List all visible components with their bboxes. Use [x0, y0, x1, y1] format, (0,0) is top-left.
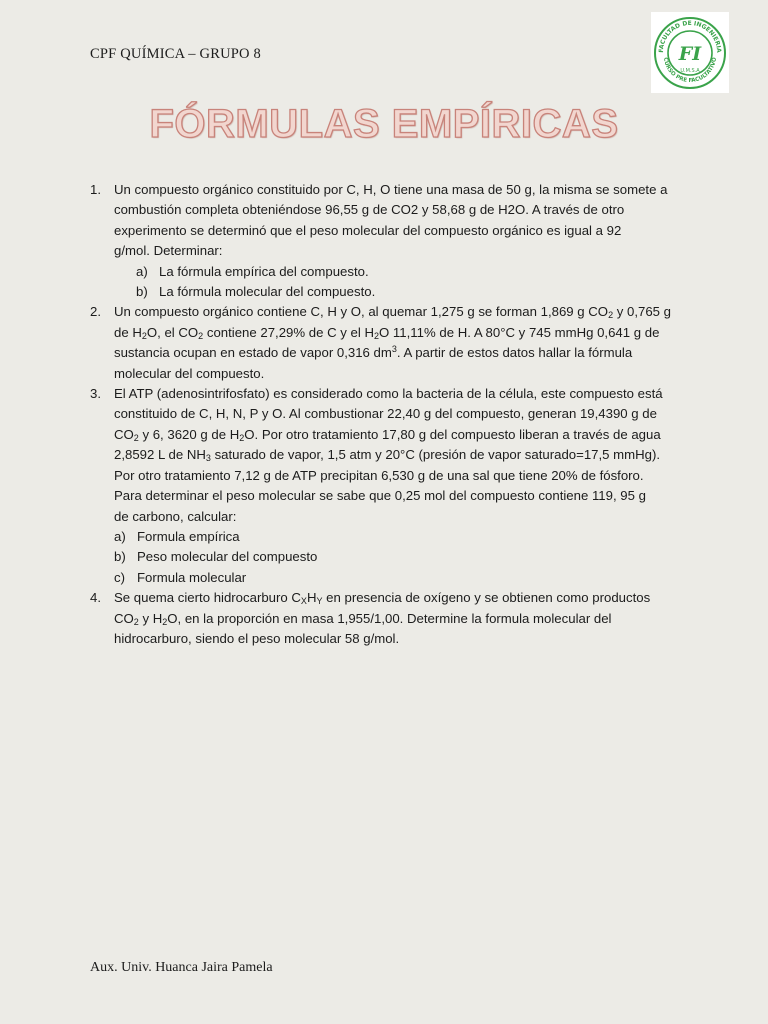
problem-list — [90, 180, 690, 649]
problem-line: Un compuesto orgánico contiene C, H y O, al quemar 1,275 g se forman 1,869 g $CO_2$ y 0,765 g — [114, 304, 671, 321]
sub-question-text: La fórmula molecular del compuesto. — [159, 284, 376, 300]
sub-question-label: c) — [114, 569, 125, 585]
problem-line: constituido de C, H, N, P y O. Al combustionar 22,40 g del compuesto, generan 19,4390 g de — [114, 406, 657, 422]
problem-text — [114, 180, 690, 302]
problem-line: g/mol. Determinar: — [114, 243, 223, 259]
problem-line: 2,8592 L de $NH_3$ saturado de vapor, 1,5 atm y 20°C (presión de vapor saturado=17,5 mmHg). — [114, 447, 661, 464]
logo-bottom-text: CURSO PRE FACULTATIVO — [661, 57, 719, 85]
sub-question-text: Peso molecular del compuesto — [137, 549, 318, 565]
problem-number: 4. — [90, 590, 101, 606]
problem-line: El ATP (adenosintrifosfato) es considerado como la bacteria de la célula, este compuesto está — [114, 386, 663, 402]
problem-item — [90, 588, 690, 649]
problem-line: sustancia ocupan en estado de vapor 0,316 $dm^3$. A partir de estos datos hallar la fórmula — [114, 344, 633, 361]
problem-number: 2. — [90, 304, 101, 320]
problem-text — [114, 384, 690, 588]
problem-line: Un compuesto orgánico constituido por C, H, O tiene una masa de 50 g, la misma se somete a — [114, 182, 668, 197]
sub-question — [114, 547, 690, 567]
sub-question — [114, 568, 690, 588]
problem-item — [90, 384, 690, 588]
sub-question-text: Formula empírica — [137, 528, 240, 544]
sub-question-label: b) — [114, 549, 126, 565]
problem-line: Por otro tratamiento 7,12 g de ATP precipitan 6,530 g de una sal que tiene 20% de fósforo. — [114, 467, 644, 483]
logo-center-text: FI — [678, 43, 702, 65]
problem-line: de carbono, calcular: — [114, 508, 237, 524]
problem-line: de $H_2O$, el $CO_2$ contiene 27,29% de C y el $H_2O$ 11,11% de H. A 80°C y 745 mmHg 0,641 g de — [114, 324, 660, 341]
problem-number: 1. — [90, 182, 101, 197]
problem-line: hidrocarburo, siendo el peso molecular 58 g/mol. — [114, 630, 400, 646]
faculty-logo-icon — [651, 12, 729, 93]
problem-item — [90, 302, 690, 384]
sub-question-label: a) — [136, 263, 148, 279]
problem-text — [114, 302, 690, 384]
page-title: FÓRMULAS EMPÍRICAS — [149, 102, 619, 146]
author-footer: Aux. Univ. Huanca Jaira Pamela — [90, 960, 273, 975]
logo-top-text: FACULTAD DE INGENIERIA — [657, 19, 723, 53]
sub-question — [114, 282, 690, 302]
sub-question — [114, 527, 690, 547]
problem-line: experimento se determinó que el peso molecular del compuesto orgánico es igual a 92 — [114, 222, 622, 238]
sub-question-text: La fórmula empírica del compuesto. — [159, 263, 369, 279]
problem-line: molecular del compuesto. — [114, 365, 265, 381]
problem-line: Se quema cierto hidrocarburo $C_XH_Y$ en presencia de oxígeno y se obtienen como productos — [114, 590, 651, 607]
problem-item — [90, 180, 690, 302]
problem-number: 3. — [90, 386, 101, 402]
course-group-label: CPF QUÍMICA – GRUPO 8 — [90, 46, 261, 62]
problem-line: $CO_2$ y 6, 3620 g de $H_2O$. Por otro tratamiento 17,80 g del compuesto liberan a través de agua — [114, 426, 661, 443]
problem-line: combustión completa obteniéndose 96,55 g de CO2 y 58,68 g de H2O. A través de otro — [114, 202, 625, 218]
problem-line: Para determinar el peso molecular se sabe que 0,25 mol del compuesto contiene 119, 95 g — [114, 488, 646, 504]
sub-question-text: Formula molecular — [137, 569, 247, 585]
logo-small-text: U.M.S.A — [680, 68, 700, 74]
sub-question — [114, 262, 690, 282]
problem-text — [114, 588, 690, 649]
sub-question-label: b) — [136, 284, 148, 300]
sub-question-label: a) — [114, 528, 126, 544]
problem-line: $CO_2$ y $H_2O$, en la proporción en masa 1,955/1,00. Determine la formula molecular del — [114, 610, 612, 627]
